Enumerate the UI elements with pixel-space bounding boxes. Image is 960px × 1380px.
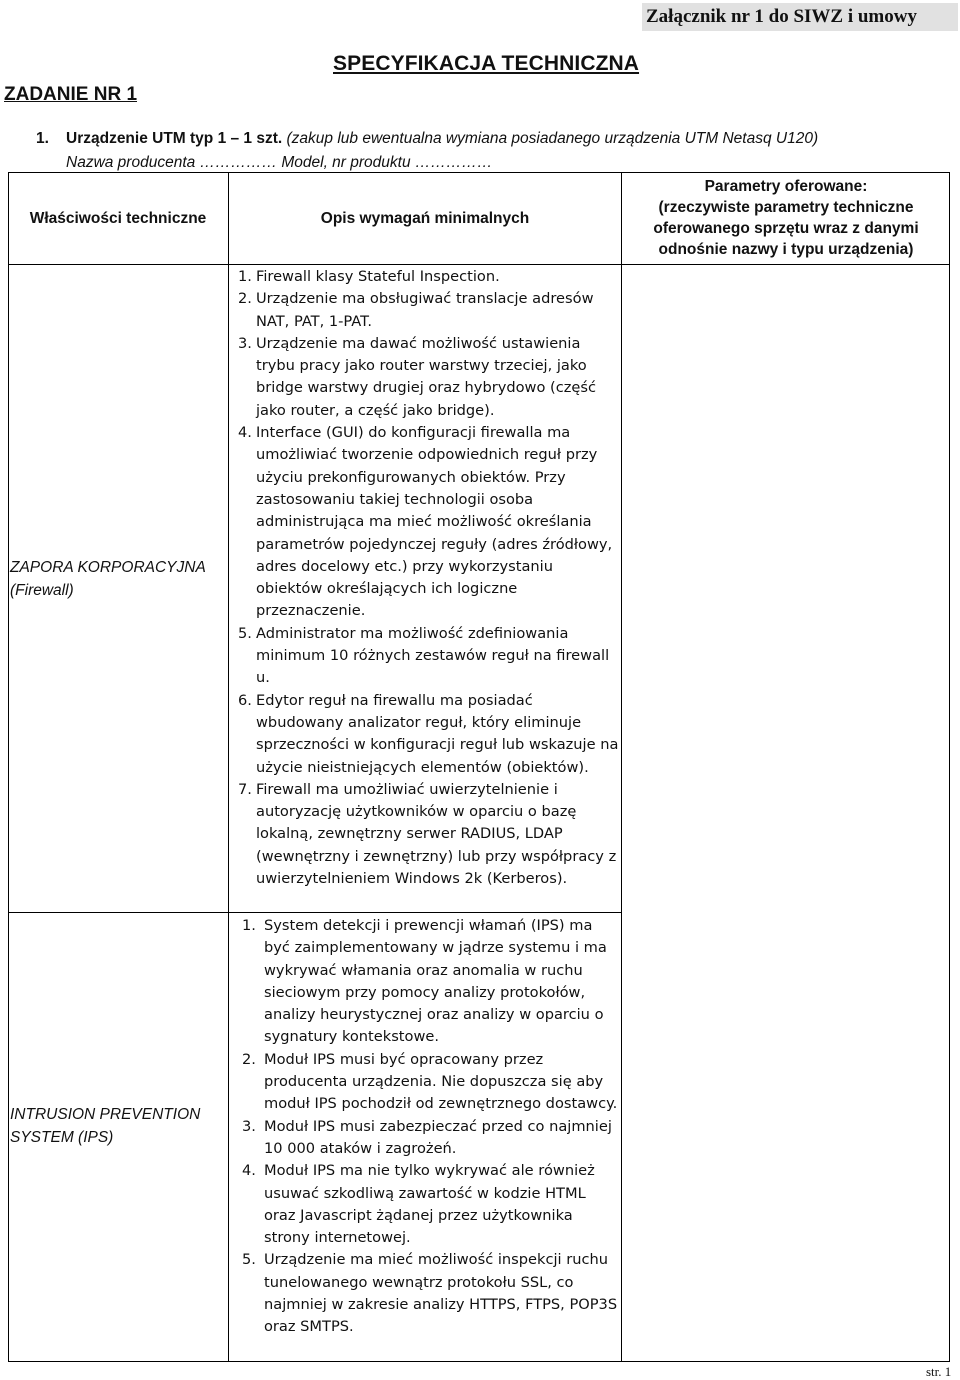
- requirement-item: [238, 1249, 620, 1338]
- header-properties: Właściwości techniczne: [29, 210, 207, 227]
- table-left-border: [8, 172, 9, 1362]
- property-firewall: [10, 556, 206, 602]
- requirement-number: 6.: [238, 691, 252, 709]
- requirement-item: [238, 333, 620, 422]
- requirement-text: Urządzenie ma mieć możliwość inspekcji ruchu tunelowanego wewnątrz protokołu SSL, co najmniej w zakresie analizy HTTPS, FTPS, POP3S oraz SMTPS.: [264, 1251, 618, 1336]
- requirement-number: 3.: [242, 1117, 256, 1135]
- property-line: INTRUSION PREVENTION: [10, 1106, 201, 1123]
- requirement-text: Urządzenie ma dawać możliwość ustawienia trybu pracy jako router warstwy trzeciej, jako bridge warstwy drugiej oraz hybrydowo (część jako router, a część jako bridge).: [256, 334, 597, 419]
- header-offered: [622, 176, 950, 260]
- requirement-number: 4.: [242, 1162, 256, 1180]
- table-bottom-border: [8, 1361, 950, 1362]
- requirement-item: [238, 1049, 620, 1116]
- item-number: 1.: [36, 130, 49, 147]
- requirement-number: 3.: [238, 334, 252, 352]
- column-divider-2: [621, 172, 622, 1362]
- requirement-number: 2.: [238, 290, 252, 308]
- requirement-item: [238, 915, 620, 1049]
- requirement-number: 1.: [238, 268, 252, 285]
- property-line: ZAPORA KORPORACYJNA: [10, 559, 206, 576]
- header-requirements: Opis wymagań minimalnych: [320, 210, 530, 227]
- task-title: ZADANIE NR 1: [4, 84, 138, 105]
- requirement-text: Firewall ma umożliwiać uwierzytelnienie i autoryzację użytkowników w oparciu o bazę lokalną, zewnętrzny serwer RADIUS, LDAP (wewnętrzny i zewnętrzny) lub przy współpracy z uwierzytelnieniem Windows 2k (Kerberos).: [256, 780, 617, 888]
- table-right-border: [949, 172, 950, 1362]
- item-note: (zakup lub ewentualna wymiana posiadanego urządzenia UTM Netasq U120): [286, 130, 819, 147]
- property-ips: [10, 1103, 200, 1149]
- requirement-number: 5.: [242, 1251, 256, 1269]
- requirement-item: [238, 266, 620, 288]
- page-number: str. 1: [926, 1364, 952, 1379]
- requirement-item: [238, 779, 620, 890]
- requirement-item: [238, 623, 620, 690]
- requirement-item: [238, 422, 620, 623]
- section-divider: [8, 912, 621, 913]
- requirement-text: Edytor reguł na firewallu ma posiadać wbudowany analizator reguł, który eliminuje sprzeczności w konfiguracji reguł lub wskazuje na użycie nieistniejących elementów (obiektów).: [256, 691, 619, 776]
- requirement-text: System detekcji i prewencji włamań (IPS) ma być zaimplementowany w jądrze systemu i ma wykrywać włamania oraz anomalia w ruchu sieciowym przy pomocy analizy protokołów, analizy heurystycznej oraz analizy w oparciu o sygnatury kontekstowe.: [264, 917, 607, 1046]
- table-top-border: [8, 172, 950, 173]
- header-offered-line: Parametry oferowane:: [704, 178, 868, 195]
- column-divider-1: [228, 172, 229, 1362]
- header-offered-line: (rzeczywiste parametry techniczne: [658, 199, 914, 216]
- requirements-ips: [238, 915, 620, 1339]
- requirement-text: Urządzenie ma obsługiwać translacje adresów NAT, PAT, 1-PAT.: [256, 290, 594, 330]
- requirement-text: Firewall klasy Stateful Inspection.: [256, 268, 500, 285]
- header-offered-line: odnośnie nazwy i typu urządzenia): [658, 241, 914, 258]
- item-line: [36, 130, 818, 148]
- requirement-item: [238, 690, 620, 779]
- spec-table: [8, 172, 950, 1362]
- requirement-text: Moduł IPS musi zabezpieczać przed co najmniej 10 000 ataków i zagrożeń.: [264, 1117, 612, 1157]
- property-line: SYSTEM (IPS): [10, 1129, 114, 1146]
- spec-title: SPECYFIKACJA TECHNICZNA: [333, 52, 640, 75]
- requirement-number: 1.: [242, 917, 256, 934]
- requirement-number: 7.: [238, 780, 252, 798]
- requirements-firewall: [238, 266, 620, 890]
- requirement-number: 2.: [242, 1050, 256, 1068]
- annex-label: Załącznik nr 1 do SIWZ i umowy: [642, 3, 958, 31]
- header-divider: [8, 264, 950, 265]
- requirement-number: 4.: [238, 424, 252, 442]
- requirement-text: Interface (GUI) do konfiguracji firewalla ma umożliwiać tworzenie odpowiednich reguł przy użyciu prekonfigurowanych obiektów. Przy zastosowaniu takiej technologii osoba administrująca ma mieć możliwość określania parametrów pojedynczej reguły (adres źródłowy, adres docelowy etc.) przy wykorzystaniu obiektów określających ich logiczne przeznaczenie.: [256, 424, 613, 620]
- requirement-item: [238, 288, 620, 333]
- requirement-text: Moduł IPS musi być opracowany przez producenta urządzenia. Nie dopuszcza się aby moduł IPS pochodził od zewnętrznego dostawcy.: [264, 1050, 618, 1113]
- requirement-item: [238, 1116, 620, 1161]
- producer-line: Nazwa producenta …………… Model, nr produktu ……………: [66, 154, 493, 171]
- requirement-number: 5.: [238, 624, 252, 642]
- property-line: (Firewall): [10, 582, 74, 599]
- requirement-item: [238, 1160, 620, 1249]
- item-name: Urządzenie UTM typ 1 – 1 szt.: [66, 130, 283, 147]
- requirement-text: Administrator ma możliwość zdefiniowania minimum 10 różnych zestawów reguł na firewall u.: [256, 624, 610, 687]
- requirement-text: Moduł IPS ma nie tylko wykrywać ale również usuwać szkodliwą zawartość w kodzie HTML oraz Javascript żądanej przez użytkownika strony internetowej.: [264, 1162, 595, 1247]
- header-offered-line: oferowanego sprzętu wraz z danymi: [653, 220, 919, 237]
